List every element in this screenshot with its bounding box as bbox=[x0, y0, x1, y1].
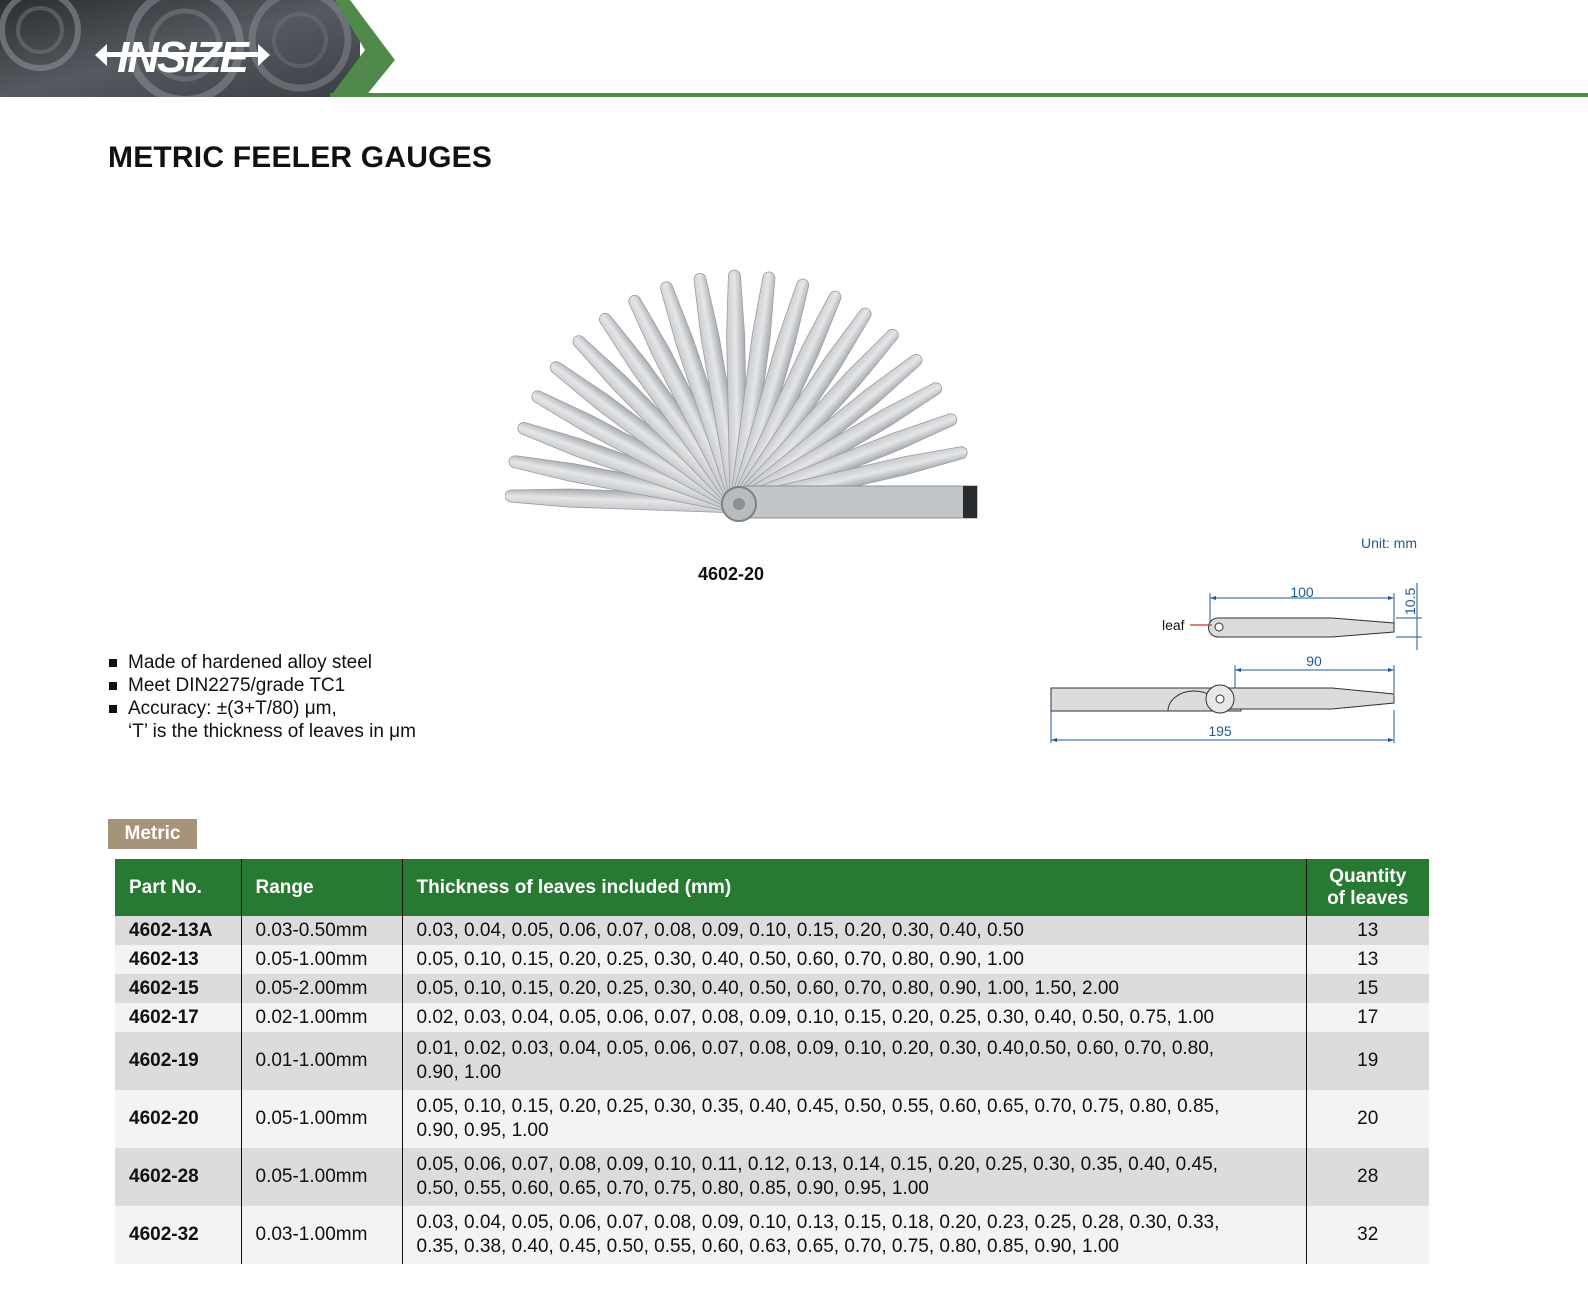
table-row bbox=[115, 916, 1429, 945]
cell-thickness bbox=[402, 1003, 1306, 1032]
feeler-gauge-product-image bbox=[505, 268, 985, 530]
thickness-line: 0.03, 0.04, 0.05, 0.06, 0.07, 0.08, 0.09, 0.10, 0.13, 0.15, 0.18, 0.20, 0.23, 0.25, 0.28, 0.30, 0.33, bbox=[416, 1212, 1220, 1233]
cell-range: 0.01-1.00mm bbox=[241, 1032, 402, 1090]
table-row bbox=[115, 1206, 1429, 1264]
table-row bbox=[115, 1003, 1429, 1032]
table-row bbox=[115, 1148, 1429, 1206]
thickness-line: 0.35, 0.38, 0.40, 0.45, 0.50, 0.55, 0.60, 0.63, 0.65, 0.70, 0.75, 0.80, 0.85, 0.90, 1.00 bbox=[416, 1236, 1119, 1257]
section-tag-metric: Metric bbox=[108, 819, 197, 849]
feature-item: Meet DIN2275/grade TC1 bbox=[108, 674, 416, 697]
cell-quantity: 17 bbox=[1306, 1003, 1429, 1032]
table-row bbox=[115, 1090, 1429, 1148]
unit-label: Unit: mm bbox=[1361, 535, 1417, 551]
thickness-line: 0.05, 0.10, 0.15, 0.20, 0.25, 0.30, 0.40, 0.50, 0.60, 0.70, 0.80, 0.90, 1.00 bbox=[416, 948, 1024, 970]
bullet-icon bbox=[109, 705, 117, 713]
thickness-line: 0.90, 0.95, 1.00 bbox=[416, 1120, 549, 1141]
cell-thickness bbox=[402, 1090, 1306, 1148]
table-row bbox=[115, 974, 1429, 1003]
cell-part-no: 4602-13A bbox=[115, 916, 241, 945]
cell-thickness bbox=[402, 1148, 1306, 1206]
cell-quantity: 28 bbox=[1306, 1148, 1429, 1206]
header-part-no: Part No. bbox=[115, 859, 241, 916]
header-range: Range bbox=[241, 859, 402, 916]
product-caption: 4602-20 bbox=[698, 564, 765, 584]
cell-part-no: 4602-15 bbox=[115, 974, 241, 1003]
cell-quantity: 32 bbox=[1306, 1206, 1429, 1264]
cell-range: 0.02-1.00mm bbox=[241, 1003, 402, 1032]
cell-part-no: 4602-13 bbox=[115, 945, 241, 974]
thickness-line: 0.05, 0.10, 0.15, 0.20, 0.25, 0.30, 0.40, 0.50, 0.60, 0.70, 0.80, 0.90, 1.00, 1.50, 2.00 bbox=[416, 977, 1119, 999]
table-row bbox=[115, 945, 1429, 974]
feature-item: Made of hardened alloy steel bbox=[108, 651, 416, 674]
cell-thickness bbox=[402, 1206, 1306, 1264]
thickness-line: 0.02, 0.03, 0.04, 0.05, 0.06, 0.07, 0.08, 0.09, 0.10, 0.15, 0.20, 0.25, 0.30, 0.40, 0.50, 0.75, 1.00 bbox=[416, 1006, 1215, 1028]
cell-quantity: 13 bbox=[1306, 945, 1429, 974]
table-row bbox=[115, 1032, 1429, 1090]
cell-range: 0.05-1.00mm bbox=[241, 1090, 402, 1148]
header-banner bbox=[0, 0, 1588, 100]
cell-part-no: 4602-28 bbox=[115, 1148, 241, 1206]
cell-thickness bbox=[402, 945, 1306, 974]
svg-text:INSIZE: INSIZE bbox=[117, 33, 247, 80]
cell-range: 0.05-2.00mm bbox=[241, 974, 402, 1003]
gauge-leaves bbox=[505, 270, 969, 513]
cell-part-no: 4602-20 bbox=[115, 1090, 241, 1148]
spec-table bbox=[115, 859, 1429, 1264]
cell-quantity: 13 bbox=[1306, 916, 1429, 945]
cell-part-no: 4602-19 bbox=[115, 1032, 241, 1090]
svg-text:90: 90 bbox=[1306, 653, 1322, 669]
header-rule bbox=[330, 93, 1588, 97]
header-thickness: Thickness of leaves included (mm) bbox=[402, 859, 1306, 916]
thickness-line: 0.03, 0.04, 0.05, 0.06, 0.07, 0.08, 0.09, 0.10, 0.15, 0.20, 0.30, 0.40, 0.50 bbox=[416, 919, 1024, 941]
page-title: METRIC FEELER GAUGES bbox=[108, 141, 493, 174]
thickness-line: 0.05, 0.10, 0.15, 0.20, 0.25, 0.30, 0.35, 0.40, 0.45, 0.50, 0.55, 0.60, 0.65, 0.70, 0.75, 0.80, 0.85, bbox=[416, 1096, 1220, 1117]
bullet-icon bbox=[109, 659, 117, 667]
cell-thickness bbox=[402, 916, 1306, 945]
cell-range: 0.05-1.00mm bbox=[241, 1148, 402, 1206]
cell-thickness bbox=[402, 1032, 1306, 1090]
cell-part-no: 4602-17 bbox=[115, 1003, 241, 1032]
cell-quantity: 15 bbox=[1306, 974, 1429, 1003]
cell-range: 0.05-1.00mm bbox=[241, 945, 402, 974]
svg-text:195: 195 bbox=[1208, 723, 1232, 739]
insize-logo bbox=[95, 30, 270, 80]
cell-range: 0.03-1.00mm bbox=[241, 1206, 402, 1264]
svg-text:leaf: leaf bbox=[1162, 617, 1185, 633]
svg-text:10.5: 10.5 bbox=[1402, 587, 1418, 615]
thickness-line: 0.01, 0.02, 0.03, 0.04, 0.05, 0.06, 0.07, 0.08, 0.09, 0.10, 0.20, 0.30, 0.40,0.50, 0.60, 0.70, 0.80, bbox=[416, 1038, 1215, 1059]
svg-text:100: 100 bbox=[1290, 584, 1314, 600]
cell-quantity: 20 bbox=[1306, 1090, 1429, 1148]
bullet-icon bbox=[109, 682, 117, 690]
dimension-drawing bbox=[1040, 575, 1440, 755]
thickness-line: 0.90, 1.00 bbox=[416, 1062, 502, 1083]
cell-thickness bbox=[402, 974, 1306, 1003]
feature-item: Accuracy: ±(3+T/80) μm, ‘T’ is the thickness of leaves in μm bbox=[108, 697, 416, 743]
cell-range: 0.03-0.50mm bbox=[241, 916, 402, 945]
header-quantity: Quantity of leaves bbox=[1306, 859, 1429, 916]
feature-list bbox=[108, 651, 416, 743]
cell-part-no: 4602-32 bbox=[115, 1206, 241, 1264]
table-header-row bbox=[115, 859, 1429, 916]
thickness-line: 0.50, 0.55, 0.60, 0.65, 0.70, 0.75, 0.80, 0.85, 0.90, 0.95, 1.00 bbox=[416, 1178, 929, 1199]
thickness-line: 0.05, 0.06, 0.07, 0.08, 0.09, 0.10, 0.11, 0.12, 0.13, 0.14, 0.15, 0.20, 0.25, 0.30, 0.35, 0.40, 0.45, bbox=[416, 1154, 1218, 1175]
cell-quantity: 19 bbox=[1306, 1032, 1429, 1090]
